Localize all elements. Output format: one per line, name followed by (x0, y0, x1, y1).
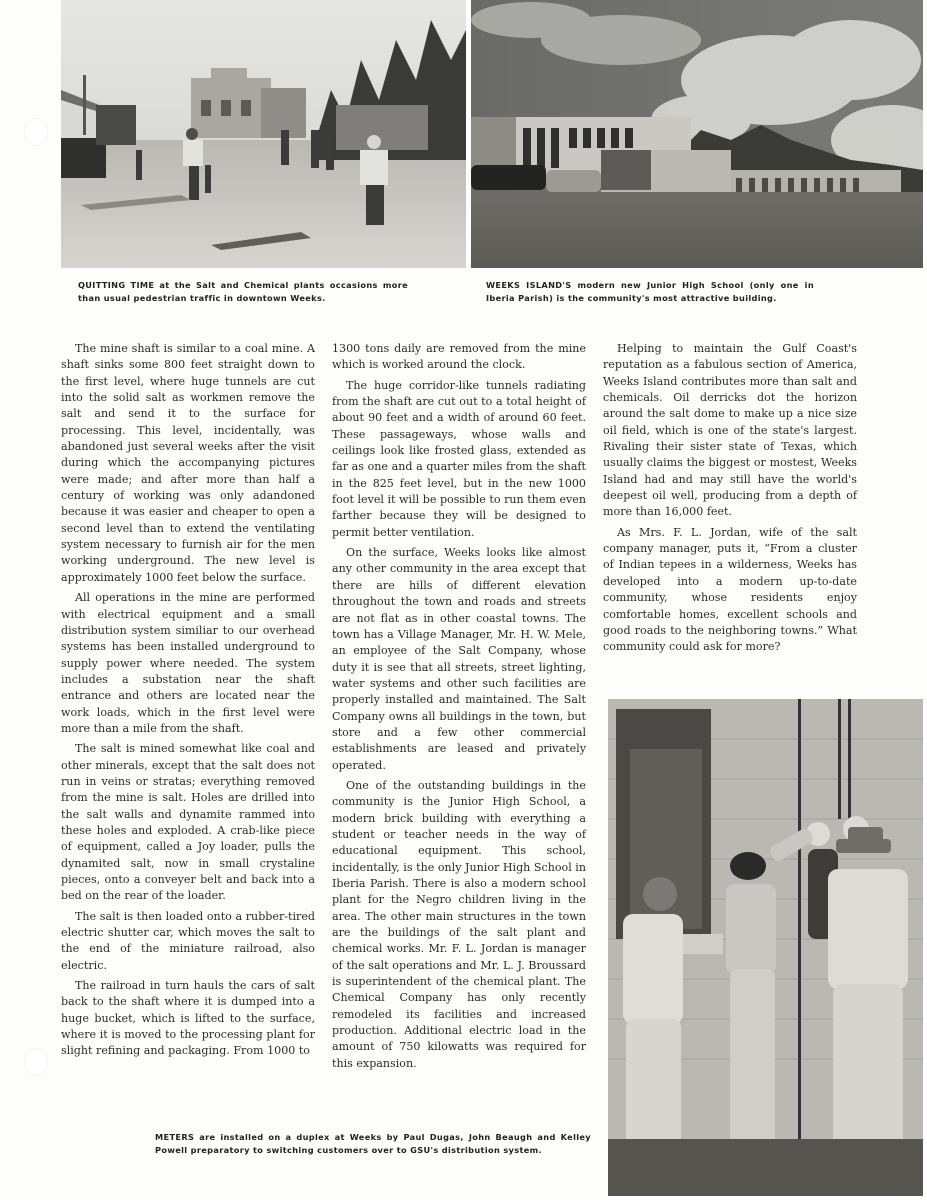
caption-lead: WEEKS ISLAND'S (486, 280, 572, 290)
paragraph: The salt is mined somewhat like coal and other minerals, except that the salt does not run in veins or stratas; everything removed from the mine is salt. Holes are drilled into the salt walls and dynamite rammed into these holes and exploded. A crab-like piece of equipment, called a Joy loader, pulls the dynamited salt, now in small crystaline pieces, onto a conveyer belt and back into a bed on the rear of the loader. (61, 742, 315, 903)
binder-hole-bottom (24, 1048, 48, 1076)
paragraph-continued: 1300 tons daily are removed from the mine which is worked around the clock. (332, 342, 586, 372)
article-column-2 (332, 341, 586, 1076)
meter-installation-image (608, 699, 923, 1196)
caption-meters (155, 1131, 591, 1156)
paragraph: All operations in the mine are performed with electrical equipment and a small distribution system similiar to our overhead systems has been installed underground to supply power where needed. The system includes a substation near the shaft entrance and others are located near the work loads, which in the first level were more than a mile from the shaft. (61, 591, 315, 735)
photo-meters (608, 699, 923, 1196)
paragraph: The railroad in turn hauls the cars of salt back to the shaft where it is dumped into a huge bucket, which is lifted to the surface, where it is moved to the processing plant for slight refining and packaging. From 1000 to (61, 979, 315, 1058)
photo-quitting-time (61, 0, 466, 268)
paragraph: The huge corridor-like tunnels radiating from the shaft are cut out to a total height of about 90 feet and a width of around 60 feet. These passageways, whose walls and ceilings look like frosted glass, extended as far as one and a quarter miles from the shaft in the 825 feet level, but in the new 1000 foot level it will be possible to run them even farther because they will be designed to permit better ventilation. (332, 378, 586, 539)
caption-quitting-time (78, 279, 408, 304)
article-column-3 (603, 341, 857, 660)
paragraph: On the surface, Weeks looks like almost any other community in the area except that there are hills of different elevation throughout the town and roads and streets are not flat as in other coastal towns. The town has a Village Manager, Mr. H. W. Mele, an employee of the Salt Company, whose duty it is see that all streets, street lighting, water systems and other such facilities are properly installed and maintained. The Salt Company owns all buildings in the town, but store and a few other commercial establishments are leased and privately operated. (332, 546, 586, 772)
caption-text: modern new Junior High School (only one in Iberia Parish) is the community's most attractive building. (486, 280, 815, 303)
paragraph: Helping to maintain the Gulf Coast's reputation as a fabulous section of America, Weeks Island contributes more than salt and chemicals. Oil derricks dot the horizon around the salt dome to make up a nice size oil field, which is one of the state's largest. Rivaling their sister state of Texas, which usually claims the biggest or mostest, Weeks Island had and may still have the world's deepest oil well, producing from a depth of more than 16,000 feet. (603, 342, 857, 519)
school-building-image (471, 0, 923, 268)
paragraph: The mine shaft is similar to a coal mine. A shaft sinks some 800 feet straight down to the first level, where huge tunnels are cut into the solid salt as workmen remove the salt and send it to the surface for processing. This level, incidentally, was abandoned just several weeks after the visit during which the accompanying pictures were made; and after more than half a century of working was only adandoned because it was easier and cheaper to open a second level than to extend the ventilating system necessary to furnish air for the men working underground. The new level is approximately 1000 feet below the surface. (61, 342, 315, 584)
caption-lead: METERS (155, 1132, 195, 1142)
photo-junior-high (471, 0, 923, 268)
street-scene-image (61, 0, 466, 268)
paragraph: As Mrs. F. L. Jordan, wife of the salt company manager, puts it, “From a cluster of Indian tepees in a wilderness, Weeks has developed into a modern up-to-date community, whose residents enjoy comfortable homes, excellent schools and good roads to the neighboring towns.” What community could ask for more? (603, 525, 857, 654)
paragraph: The salt is then loaded onto a rubber-tired electric shutter car, which moves the salt to the end of the miniature railroad, also electric. (61, 909, 315, 972)
article-column-1 (61, 341, 315, 1064)
caption-text: are installed on a duplex at Weeks by Paul Dugas, John Beaugh and Kelley Powell preparatory to switching customers over to GSU's distribution system. (155, 1132, 591, 1155)
caption-lead: QUITTING TIME (78, 280, 155, 290)
caption-junior-high (486, 279, 814, 304)
paragraph: One of the outstanding buildings in the community is the Junior High School, a modern brick building with everything a student or teacher needs in the way of educational equipment. This school, incidentally, is the only Junior High School in Iberia Parish. There is also a modern school plant for the Negro children living in the area. The other main structures in the town are the buildings of the salt plant and chemical works. Mr. F. L. Jordan is manager of the salt operations and Mr. L. J. Broussard is superintendent of the chemical plant. The Chemical Company has only recently remodeled its facilities and increased production. Additional electric load in the amount of 750 kilowatts was required for this expansion. (332, 778, 586, 1070)
caption-text: at the Salt and Chemical plants occasions more than usual pedestrian traffic in downtown Weeks. (78, 280, 409, 303)
binder-hole-top (24, 118, 48, 146)
